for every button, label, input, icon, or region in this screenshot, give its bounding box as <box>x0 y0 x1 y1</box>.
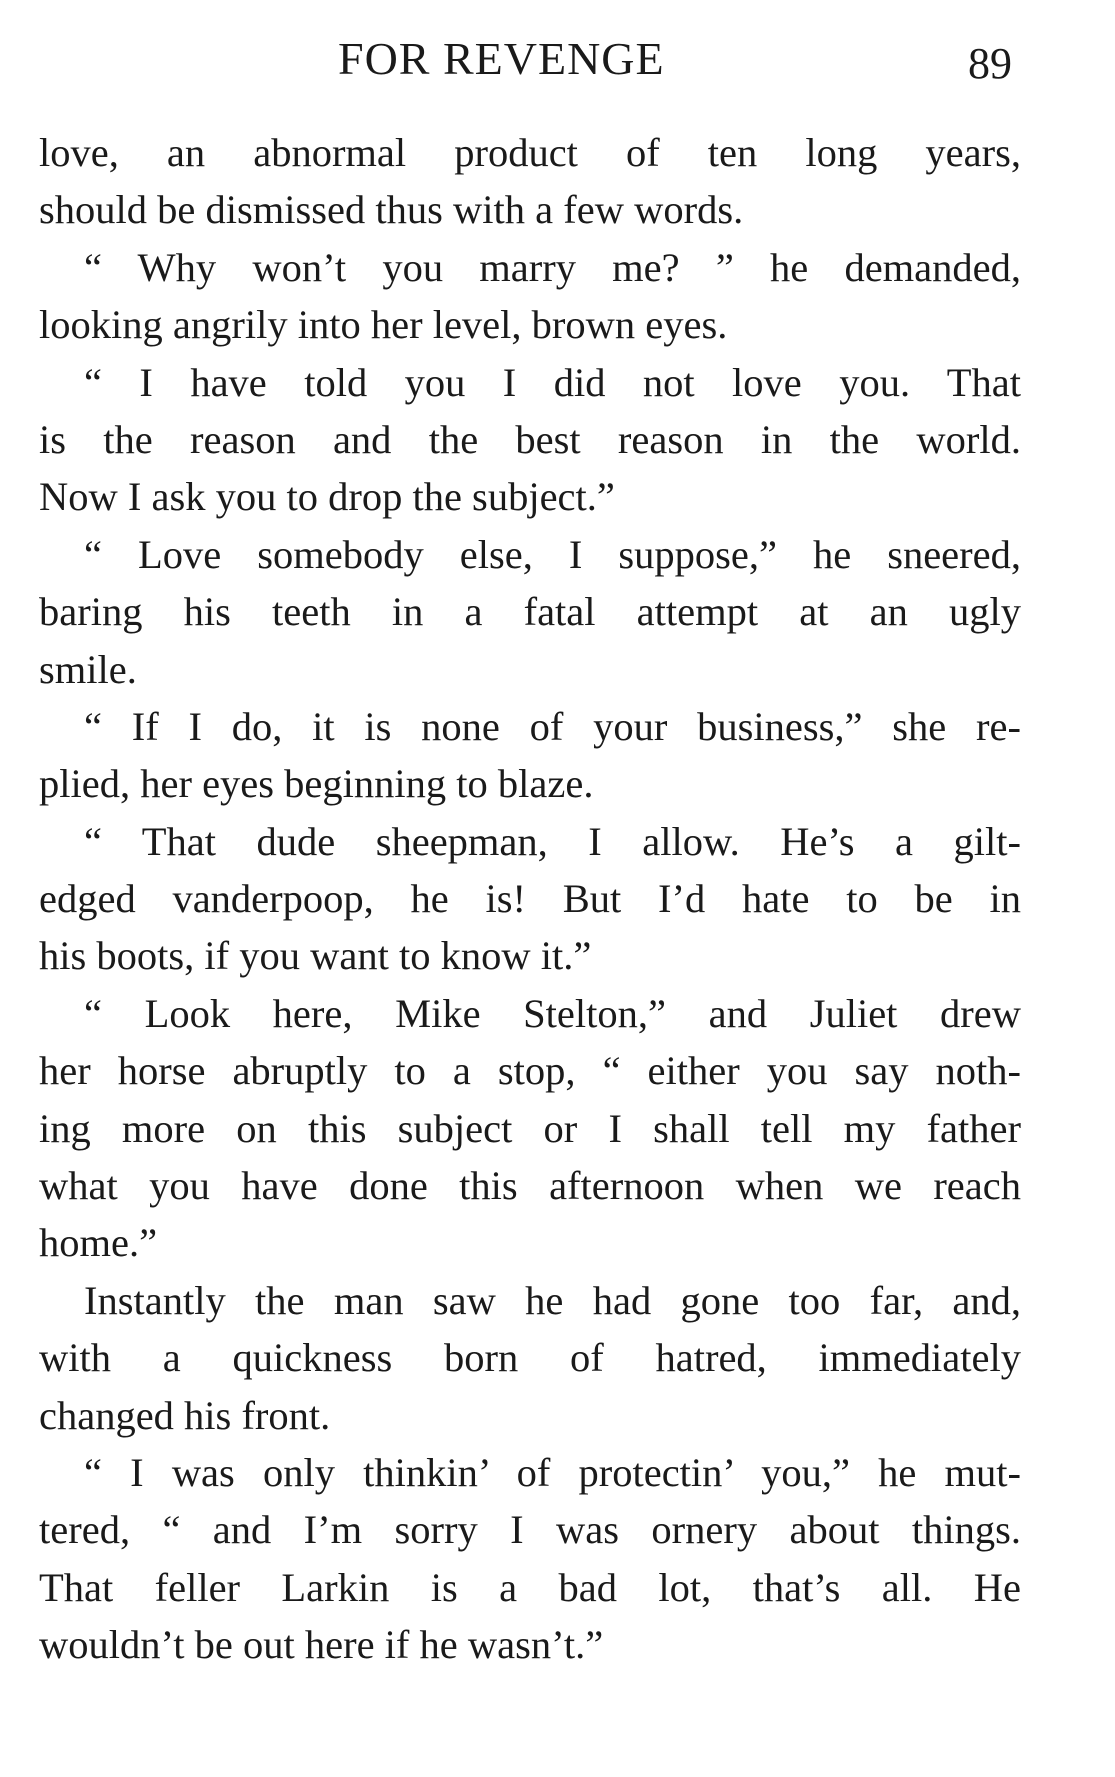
text-line: looking angrily into her level, brown eyes. <box>39 302 728 348</box>
text-line: what you have done this afternoon when we reach <box>39 1163 1021 1209</box>
text-line: “ I was only thinkin’ of protectin’ you,” he mut- <box>84 1449 1021 1495</box>
text-line: home.” <box>39 1220 158 1266</box>
text-line: wouldn’t be out here if he wasn’t.” <box>39 1622 604 1668</box>
text-line: That feller Larkin is a bad lot, that’s all. He <box>39 1564 1021 1610</box>
text-line: “ I have told you I did not love you. That <box>84 359 1021 405</box>
text-line: “ Look here, Mike Stelton,” and Juliet drew <box>84 990 1021 1036</box>
text-line: with a quickness born of hatred, immediately <box>39 1335 1021 1381</box>
text-line: is the reason and the best reason in the world. <box>39 416 1021 462</box>
text-line: “ Why won’t you marry me? ” he demanded, <box>84 244 1021 290</box>
text-line: baring his teeth in a fatal attempt at an ugly <box>39 589 1021 635</box>
text-line: tered, “ and I’m sorry I was ornery about things. <box>39 1507 1021 1553</box>
text-line: Instantly the man saw he had gone too far, and, <box>84 1277 1021 1323</box>
text-line: “ If I do, it is none of your business,” she re- <box>84 703 1021 749</box>
text-line: Now I ask you to drop the subject.” <box>39 474 615 520</box>
text-line: “ That dude sheepman, I allow. He’s a gilt- <box>84 818 1021 864</box>
page-number: 89 <box>968 39 1012 88</box>
running-head-title: FOR REVENGE <box>338 33 665 84</box>
text-line: should be dismissed thus with a few words. <box>39 187 744 233</box>
text-line: his boots, if you want to know it.” <box>39 933 592 979</box>
running-head <box>0 32 1115 92</box>
text-line: smile. <box>39 646 137 692</box>
text-line: edged vanderpoop, he is! But I’d hate to be in <box>39 876 1021 922</box>
text-line: her horse abruptly to a stop, “ either you say noth- <box>39 1048 1021 1094</box>
text-line: “ Love somebody else, I suppose,” he sneered, <box>84 531 1021 577</box>
text-line: love, an abnormal product of ten long years, <box>39 130 1021 175</box>
text-line: ing more on this subject or I shall tell my father <box>39 1105 1021 1151</box>
text-line: changed his front. <box>39 1392 331 1438</box>
body-text <box>39 124 1021 1674</box>
text-line: plied, her eyes beginning to blaze. <box>39 761 594 807</box>
